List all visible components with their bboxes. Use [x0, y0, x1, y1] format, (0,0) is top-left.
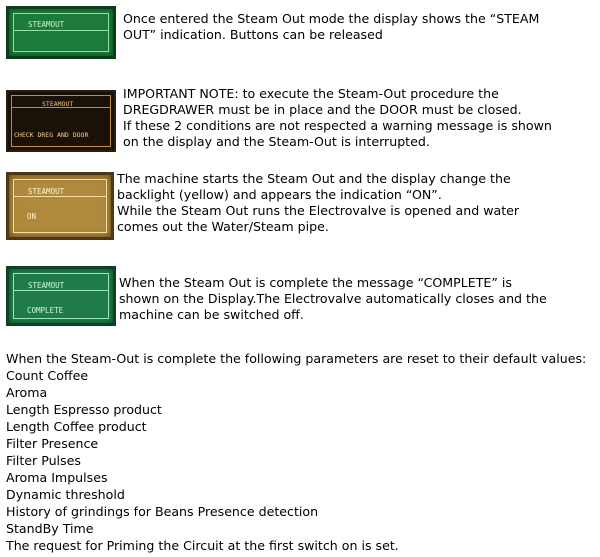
reset-item: Aroma Impulses [6, 470, 108, 485]
display-status-on: ON [27, 212, 37, 221]
reset-item: Count Coffee [6, 368, 89, 383]
text-line: IMPORTANT NOTE: to execute the Steam-Out procedure the [123, 86, 499, 101]
display-frame [13, 179, 107, 233]
text-line: on the display and the Steam-Out is interrupted. [123, 134, 430, 149]
reset-item: Length Espresso product [6, 402, 162, 417]
display-label-steamout: STEAMOUT [28, 187, 65, 196]
text-line: machine can be switched off. [119, 307, 304, 322]
reset-item: Aroma [6, 385, 48, 400]
text-line: When the Steam Out is complete the message “COMPLETE” is [119, 275, 512, 290]
display-label-steamout: STEAMOUT [28, 281, 65, 290]
steamout-display-green [6, 6, 116, 59]
reset-parameters-section [6, 350, 586, 554]
display-frame [11, 95, 111, 147]
paragraph-steam-out-complete [119, 275, 547, 323]
reset-intro: When the Steam-Out is complete the following parameters are reset to their default values: [6, 351, 587, 366]
text-line: backlight (yellow) and appears the indication “ON”. [117, 187, 442, 202]
display-status-complete: COMPLETE [27, 306, 64, 315]
paragraph-steam-out-running [117, 171, 519, 235]
text-line: shown on the Display.The Electrovalve automatically closes and the [119, 291, 547, 306]
display-label-steamout: STEAMOUT [28, 20, 65, 29]
display-label-steamout: STEAMOUT [42, 100, 74, 108]
paragraph-steam-out-mode [123, 11, 539, 43]
reset-item: Dynamic threshold [6, 487, 125, 502]
display-frame [13, 273, 109, 319]
text-line: comes out the Water/Steam pipe. [117, 219, 329, 234]
steamout-complete-display [6, 266, 116, 326]
display-warning-message: CHECK DREG AND DOOR [14, 131, 89, 139]
reset-item: StandBy Time [6, 521, 94, 536]
steamout-on-display-yellow [6, 172, 114, 240]
reset-item: Filter Pulses [6, 453, 81, 468]
text-line: DREGDRAWER must be in place and the DOOR must be closed. [123, 102, 522, 117]
paragraph-important-note [123, 86, 552, 150]
steamout-warning-display [6, 90, 116, 152]
reset-item: Length Coffee product [6, 419, 147, 434]
text-line: Once entered the Steam Out mode the display shows the “STEAM [123, 11, 540, 26]
text-line: While the Steam Out runs the Electrovalve is opened and water [117, 203, 520, 218]
display-frame [13, 13, 109, 52]
text-line: The machine starts the Steam Out and the display change the [117, 171, 511, 186]
reset-item: Filter Presence [6, 436, 99, 451]
text-line: If these 2 conditions are not respected a warning message is shown [123, 118, 552, 133]
text-line: OUT” indication. Buttons can be released [123, 27, 383, 42]
reset-closing: The request for Priming the Circuit at the first switch on is set. [6, 538, 399, 553]
reset-item: History of grindings for Beans Presence detection [6, 504, 319, 519]
